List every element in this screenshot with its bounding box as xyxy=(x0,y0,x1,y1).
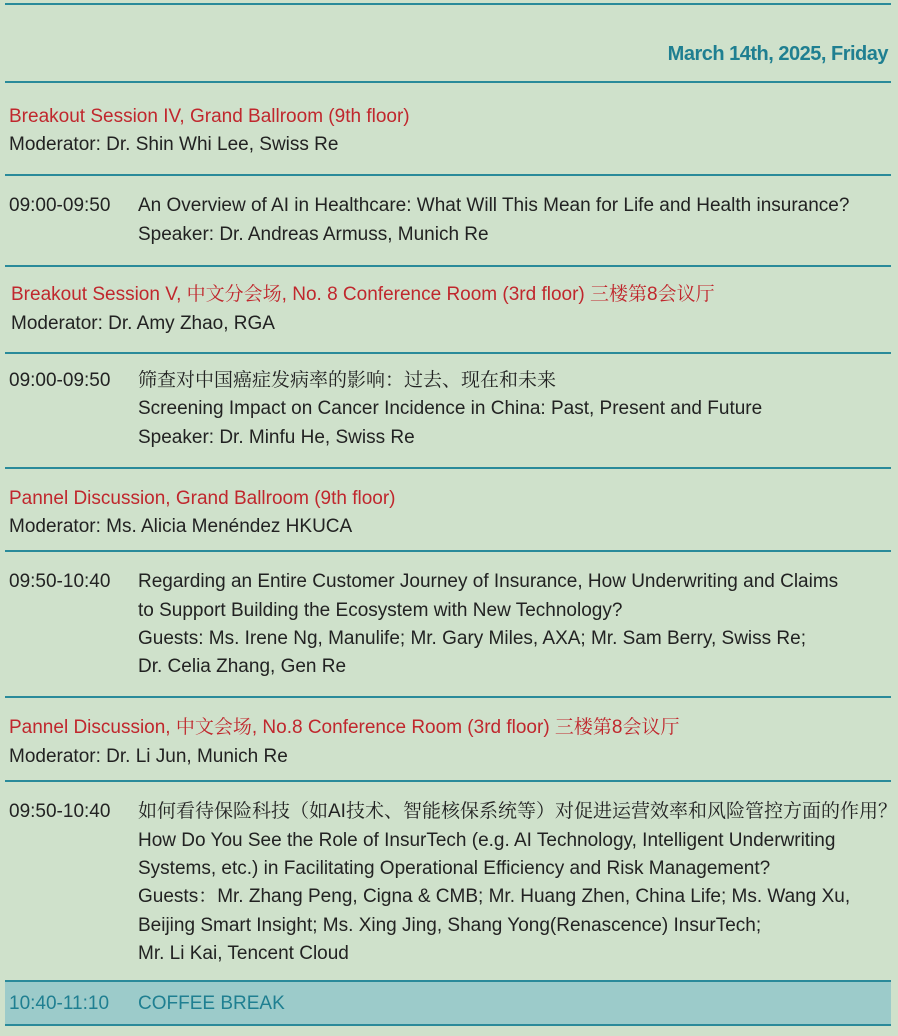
break-label: COFFEE BREAK xyxy=(138,993,285,1014)
coffee-break-row xyxy=(5,980,891,1026)
session-title: Breakout Session IV, Grand Ballroom (9th floor) xyxy=(9,106,410,127)
session-time: 09:50-10:40 xyxy=(9,801,111,822)
session-time: 09:50-10:40 xyxy=(9,571,111,592)
session-title: Pannel Discussion, 中文会场, No.8 Conference Room (3rd floor) 三楼第8会议厅 xyxy=(9,717,680,738)
talk-title-zh: 如何看待保险科技（如AI技术、智能核保系统等）对促进运营效率和风险管控方面的作用？ xyxy=(138,801,897,822)
talk-guests: Guests：Mr. Zhang Peng, Cigna & CMB; Mr. Huang Zhen, China Life; Ms. Wang Xu, xyxy=(138,886,851,907)
divider xyxy=(5,174,891,176)
talk-title: Screening Impact on Cancer Incidence in China: Past, Present and Future xyxy=(138,398,763,419)
top-rule xyxy=(5,3,891,5)
divider xyxy=(5,352,891,354)
talk-guests: Guests: Ms. Irene Ng, Manulife; Mr. Gary Miles, AXA; Mr. Sam Berry, Swiss Re; xyxy=(138,628,806,649)
talk-speaker: Speaker: Dr. Minfu He, Swiss Re xyxy=(138,427,415,448)
session-moderator: Moderator: Dr. Li Jun, Munich Re xyxy=(9,746,288,767)
talk-guests-cont: Dr. Celia Zhang, Gen Re xyxy=(138,656,347,677)
divider xyxy=(5,467,891,469)
divider xyxy=(5,780,891,782)
session-time: 09:00-09:50 xyxy=(9,195,111,216)
divider xyxy=(5,265,891,267)
talk-title: An Overview of AI in Healthcare: What Will This Mean for Life and Health insurance? xyxy=(138,195,850,216)
break-time: 10:40-11:10 xyxy=(9,993,110,1014)
talk-title: Regarding an Entire Customer Journey of Insurance, How Underwriting and Claims xyxy=(138,571,839,592)
talk-title-cont: to Support Building the Ecosystem with New Technology? xyxy=(138,600,623,621)
session-title: Pannel Discussion, Grand Ballroom (9th floor) xyxy=(9,488,396,509)
talk-title: How Do You See the Role of InsurTech (e.g. AI Technology, Intelligent Underwriting xyxy=(138,830,836,851)
talk-title-cont: Systems, etc.) in Facilitating Operational Efficiency and Risk Management? xyxy=(138,858,771,879)
divider xyxy=(5,696,891,698)
session-title: Breakout Session V, 中文分会场, No. 8 Conference Room (3rd floor) 三楼第8会议厅 xyxy=(11,284,715,305)
session-moderator: Moderator: Dr. Amy Zhao, RGA xyxy=(11,313,275,334)
date-heading: March 14th, 2025, Friday xyxy=(667,43,888,65)
talk-title-zh: 筛查对中国癌症发病率的影响：过去、现在和未来 xyxy=(138,370,557,391)
divider xyxy=(5,81,891,83)
talk-guests-end: Mr. Li Kai, Tencent Cloud xyxy=(138,943,349,964)
session-moderator: Moderator: Dr. Shin Whi Lee, Swiss Re xyxy=(9,134,339,155)
talk-guests-cont: Beijing Smart Insight; Ms. Xing Jing, Shang Yong(Renascence) InsurTech; xyxy=(138,915,762,936)
divider xyxy=(5,550,891,552)
session-moderator: Moderator: Ms. Alicia Menéndez HKUCA xyxy=(9,516,353,537)
session-time: 09:00-09:50 xyxy=(9,370,111,391)
talk-speaker: Speaker: Dr. Andreas Armuss, Munich Re xyxy=(138,224,489,245)
